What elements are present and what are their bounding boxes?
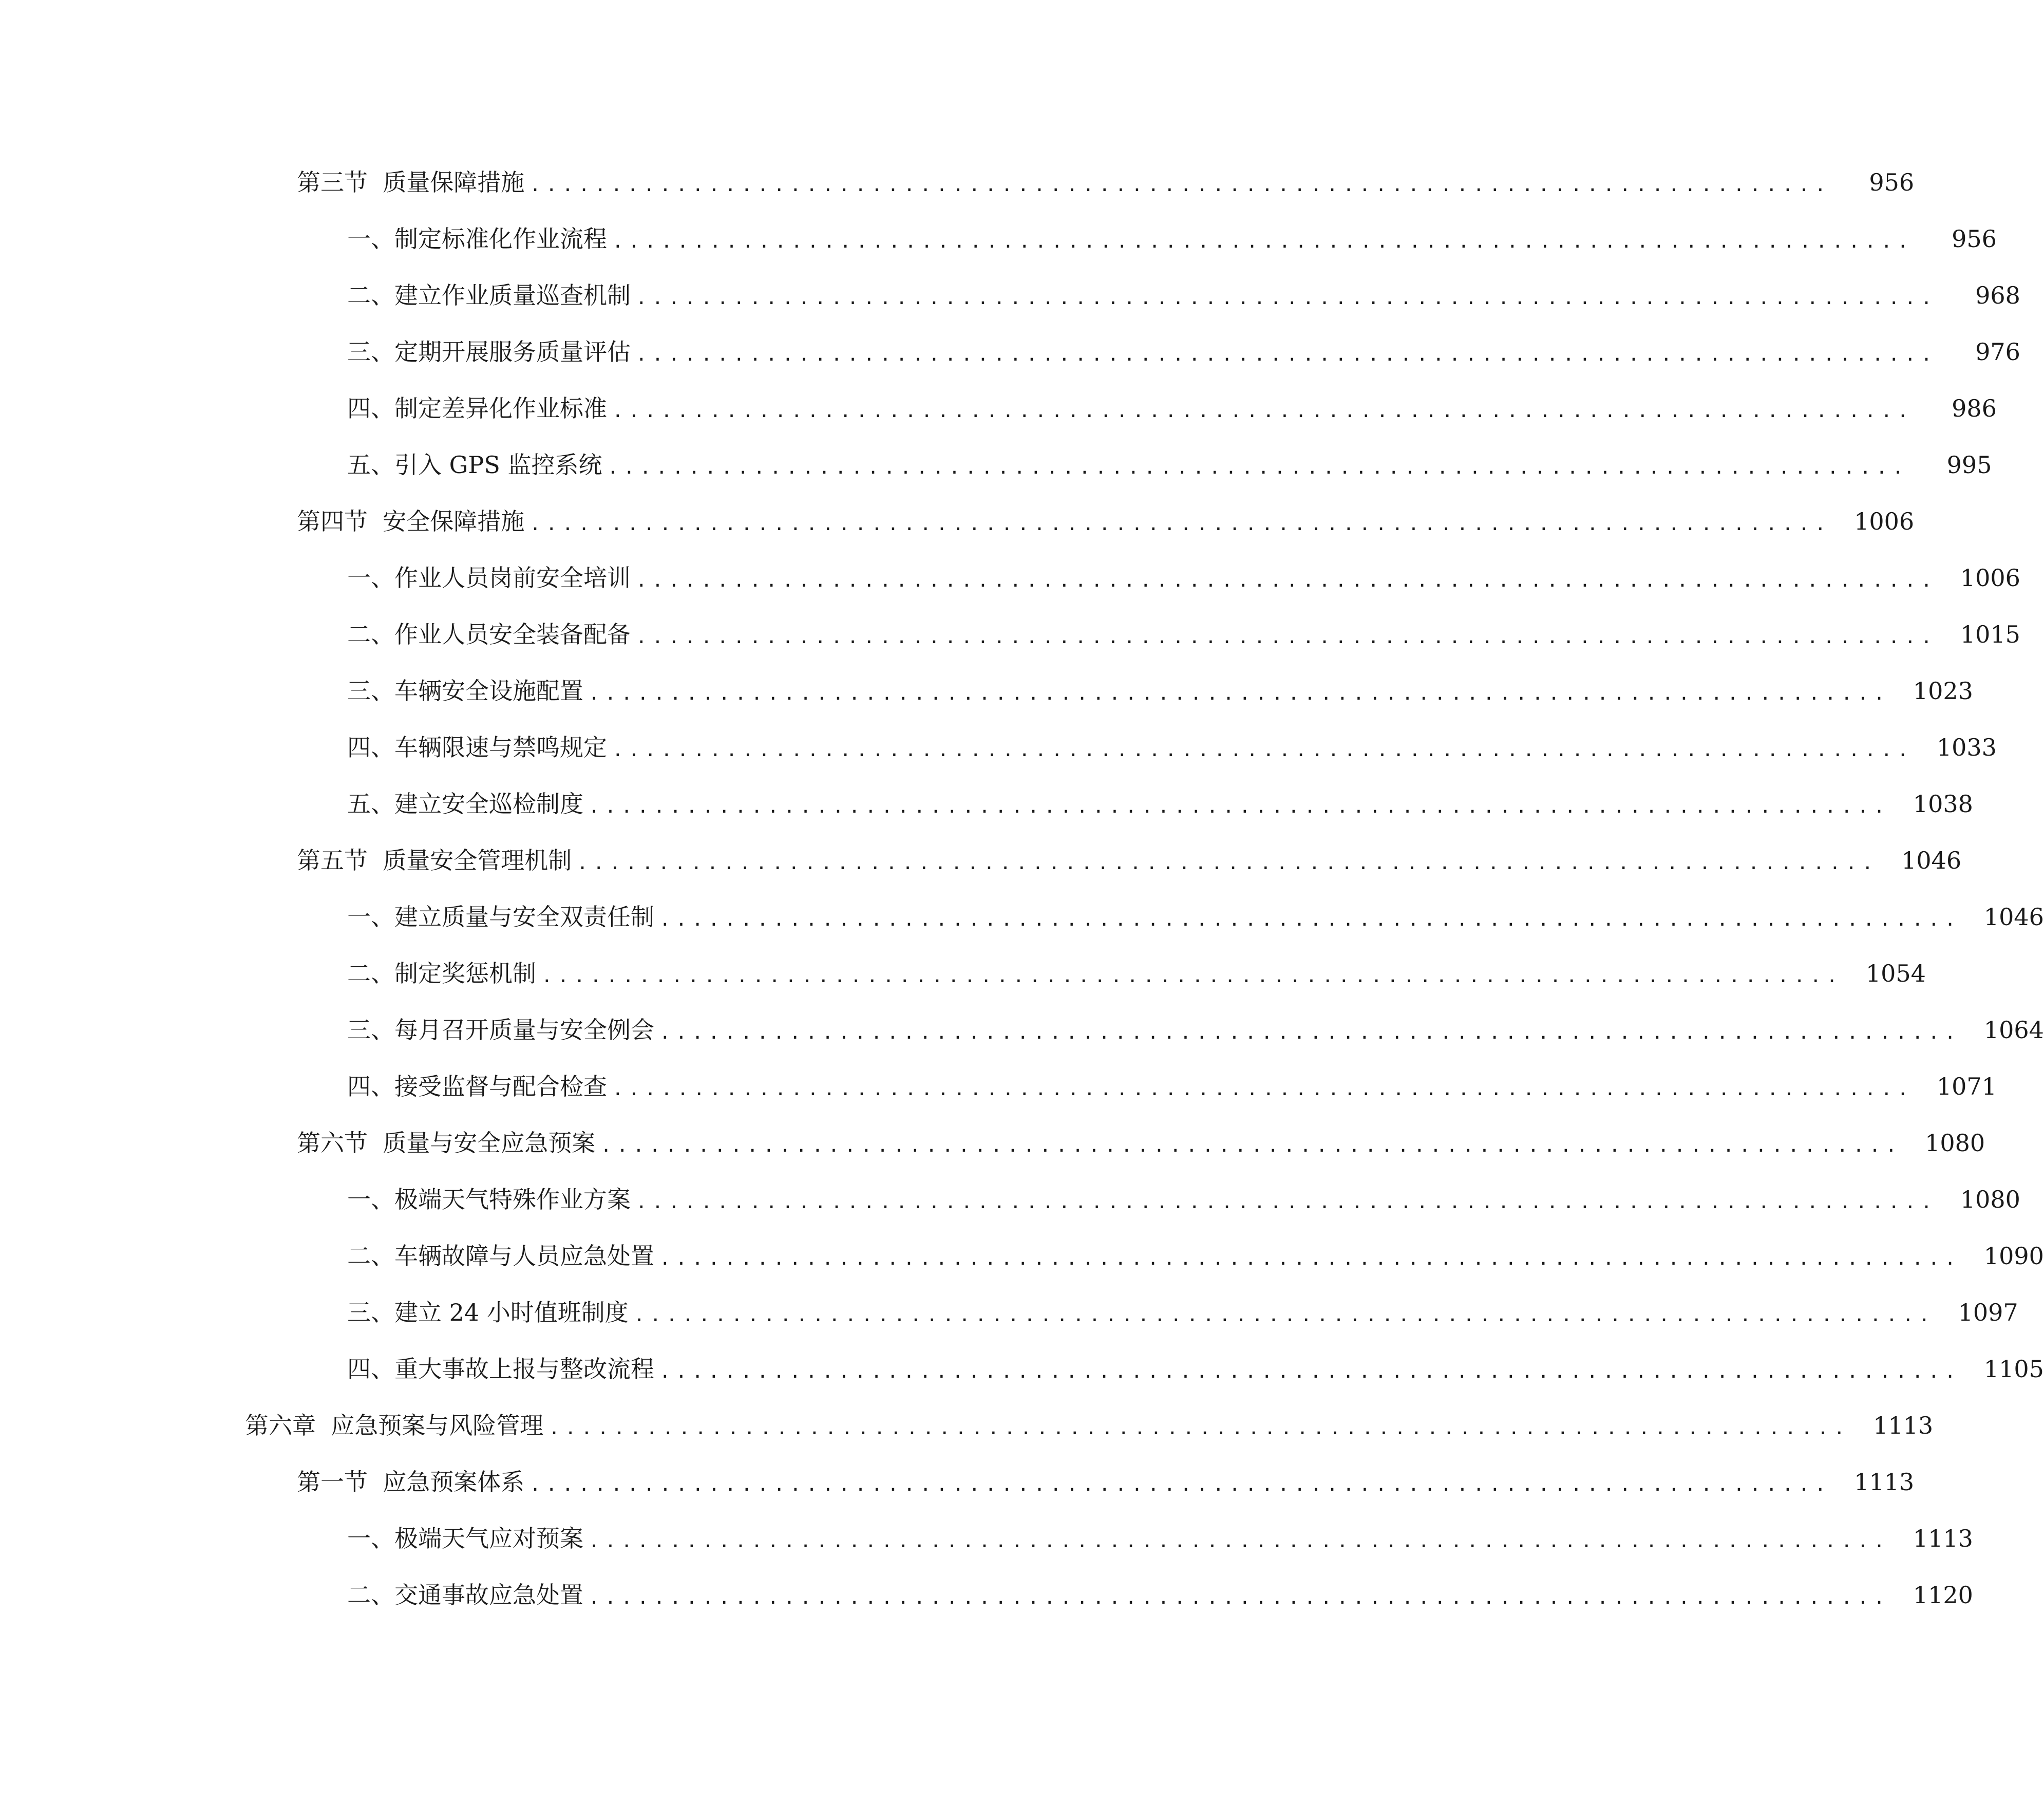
toc-entry[interactable] xyxy=(0,1510,1973,1567)
toc-entry-page: 1090 xyxy=(1983,1242,2044,1270)
toc-entry-number: 二、 xyxy=(347,1242,394,1270)
toc-entry-number: 二、 xyxy=(347,621,394,648)
toc-entry-number: 三、 xyxy=(347,1299,394,1326)
toc-entry-page: 995 xyxy=(1946,451,1992,479)
toc-entry-label: 接受监督与配合检查 xyxy=(394,1073,607,1100)
toc-entry-number: 五、 xyxy=(347,790,394,818)
toc-entry-page: 1033 xyxy=(1936,734,1997,761)
toc-dot-leader: ................................................................................ xyxy=(612,231,1914,252)
toc-entry-page: 1080 xyxy=(1960,1186,2020,1213)
toc-entry-label: 第六章 应急预案与风险管理 xyxy=(245,1412,544,1439)
toc-entry[interactable] xyxy=(0,1341,2044,1397)
toc-entry-page: 1080 xyxy=(1925,1129,1985,1157)
toc-entry[interactable] xyxy=(0,1454,1915,1510)
toc-entry[interactable] xyxy=(0,1058,1997,1115)
toc-entry-number: 二、 xyxy=(347,960,394,987)
toc-entry-label: 极端天气应对预案 xyxy=(394,1525,583,1552)
toc-entry-label: 每月召开质量与安全例会 xyxy=(394,1016,654,1044)
toc-entry-label: 重大事故上报与整改流程 xyxy=(394,1355,654,1383)
toc-entry-label: 建立安全巡检制度 xyxy=(394,790,583,818)
toc-entry[interactable] xyxy=(0,267,2020,324)
table-of-contents xyxy=(0,154,2044,1623)
toc-entry-number: 一、 xyxy=(347,564,394,592)
toc-dot-leader: ................................................................................ xyxy=(589,683,1890,704)
toc-entry[interactable] xyxy=(0,493,1915,550)
toc-dot-leader: ................................................................................ xyxy=(589,1587,1890,1608)
toc-entry[interactable] xyxy=(0,1171,2020,1228)
toc-entry-label: 作业人员岗前安全培训 xyxy=(394,564,631,592)
toc-dot-leader: ................................................................................ xyxy=(636,627,1937,648)
toc-entry-label: 制定奖惩机制 xyxy=(394,960,536,987)
toc-entry-label: 制定标准化作业流程 xyxy=(394,225,607,253)
toc-entry[interactable] xyxy=(0,945,1926,1002)
toc-entry-number: 四、 xyxy=(347,1355,394,1383)
toc-dot-leader: ................................................................................ xyxy=(659,1248,1961,1269)
toc-entry-page: 986 xyxy=(1952,395,1997,422)
toc-dot-leader: ................................................................................ xyxy=(589,796,1890,817)
toc-dot-leader: ................................................................................ xyxy=(612,740,1914,761)
toc-entry-number: 一、 xyxy=(347,1525,394,1552)
toc-entry-number: 二、 xyxy=(347,281,394,309)
toc-entry-page: 1113 xyxy=(1854,1468,1915,1496)
toc-entry-label: 建立作业质量巡查机制 xyxy=(394,281,631,309)
toc-entry-label: 引入 GPS 监控系统 xyxy=(394,451,602,479)
toc-entry-page: 956 xyxy=(1869,168,1915,196)
toc-entry[interactable] xyxy=(0,889,2044,945)
toc-entry[interactable] xyxy=(0,663,1973,719)
toc-entry-page: 1023 xyxy=(1913,677,1973,705)
toc-entry-number: 四、 xyxy=(347,1073,394,1100)
toc-entry-label: 极端天气特殊作业方案 xyxy=(394,1186,631,1213)
toc-entry[interactable] xyxy=(0,1002,2044,1058)
toc-dot-leader: ................................................................................ xyxy=(659,1022,1961,1043)
toc-dot-leader: ................................................................................ xyxy=(636,344,1937,365)
toc-entry-page: 956 xyxy=(1952,225,1997,253)
toc-entry-label: 建立质量与安全双责任制 xyxy=(394,903,654,931)
toc-dot-leader: ................................................................................ xyxy=(659,909,1961,930)
toc-entry-label: 第四节 安全保障措施 xyxy=(297,508,525,535)
toc-entry-number: 二、 xyxy=(347,1581,394,1609)
toc-dot-leader: ................................................................................ xyxy=(659,1361,1961,1382)
toc-entry-number: 一、 xyxy=(347,225,394,253)
toc-entry-page: 1064 xyxy=(1983,1016,2044,1044)
toc-entry-number: 三、 xyxy=(347,338,394,366)
toc-entry-page: 1006 xyxy=(1960,564,2020,592)
toc-dot-leader: ................................................................................ xyxy=(612,1079,1914,1100)
toc-dot-leader: ................................................................................ xyxy=(529,175,1831,196)
toc-entry-number: 一、 xyxy=(347,1186,394,1213)
toc-dot-leader: ................................................................................ xyxy=(529,1474,1831,1495)
toc-entry-page: 968 xyxy=(1975,281,2020,309)
toc-dot-leader: ................................................................................ xyxy=(600,1135,1902,1156)
toc-entry[interactable] xyxy=(0,1567,1973,1623)
toc-dot-leader: ................................................................................ xyxy=(541,966,1843,987)
toc-entry-page: 1113 xyxy=(1913,1525,1973,1552)
toc-entry[interactable] xyxy=(0,719,1997,776)
toc-entry-label: 第三节 质量保障措施 xyxy=(297,168,525,196)
toc-entry-page: 1113 xyxy=(1873,1412,1934,1439)
toc-entry-number: 三、 xyxy=(347,1016,394,1044)
toc-entry[interactable] xyxy=(0,1284,2018,1341)
toc-entry-number: 三、 xyxy=(347,677,394,705)
toc-entry-page: 1097 xyxy=(1958,1299,2018,1326)
toc-dot-leader: ................................................................................ xyxy=(636,288,1937,309)
toc-entry-number: 四、 xyxy=(347,734,394,761)
toc-entry-page: 1105 xyxy=(1983,1355,2044,1383)
toc-entry-number: 一、 xyxy=(347,903,394,931)
toc-dot-leader: ................................................................................ xyxy=(548,1418,1850,1439)
toc-entry-label: 车辆故障与人员应急处置 xyxy=(394,1242,654,1270)
toc-entry[interactable] xyxy=(0,832,1962,889)
toc-entry-label: 第五节 质量安全管理机制 xyxy=(297,847,572,874)
toc-entry-number: 五、 xyxy=(347,451,394,479)
toc-entry[interactable] xyxy=(0,154,1915,211)
toc-entry-page: 1006 xyxy=(1854,508,1915,535)
toc-entry[interactable] xyxy=(0,437,1992,493)
toc-dot-leader: ................................................................................ xyxy=(529,514,1831,535)
toc-entry-label: 交通事故应急处置 xyxy=(394,1581,583,1609)
toc-entry[interactable] xyxy=(0,606,2020,663)
toc-dot-leader: ................................................................................ xyxy=(633,1305,1935,1326)
toc-entry-page: 1046 xyxy=(1983,903,2044,931)
toc-entry[interactable] xyxy=(0,550,2020,606)
toc-entry-label: 定期开展服务质量评估 xyxy=(394,338,631,366)
toc-entry[interactable] xyxy=(0,1115,1985,1171)
toc-entry[interactable] xyxy=(0,776,1973,832)
toc-entry-number: 四、 xyxy=(347,395,394,422)
toc-entry[interactable] xyxy=(0,1228,2044,1284)
toc-entry-label: 制定差异化作业标准 xyxy=(394,395,607,422)
toc-dot-leader: ................................................................................ xyxy=(589,1531,1890,1552)
toc-entry-page: 1071 xyxy=(1936,1073,1997,1100)
toc-entry-label: 第一节 应急预案体系 xyxy=(297,1468,525,1496)
toc-entry-page: 1046 xyxy=(1901,847,1962,874)
toc-entry-page: 1015 xyxy=(1960,621,2020,648)
toc-dot-leader: ................................................................................ xyxy=(612,401,1914,422)
toc-dot-leader: ................................................................................ xyxy=(636,1192,1937,1213)
toc-entry[interactable] xyxy=(0,211,1997,267)
toc-entry-page: 1038 xyxy=(1913,790,1973,818)
toc-entry-label: 车辆安全设施配置 xyxy=(394,677,583,705)
toc-entry-page: 976 xyxy=(1975,338,2020,366)
toc-entry[interactable] xyxy=(0,380,1997,437)
toc-entry-label: 第六节 质量与安全应急预案 xyxy=(297,1129,596,1157)
toc-entry[interactable] xyxy=(0,1397,1934,1454)
toc-entry-label: 作业人员安全装备配备 xyxy=(394,621,631,648)
toc-entry-page: 1054 xyxy=(1865,960,1926,987)
toc-dot-leader: ................................................................................ xyxy=(577,853,1879,874)
toc-entry-page: 1120 xyxy=(1913,1581,1973,1609)
toc-dot-leader: ................................................................................ xyxy=(636,570,1937,591)
toc-entry[interactable] xyxy=(0,324,2020,380)
toc-entry-label: 车辆限速与禁鸣规定 xyxy=(394,734,607,761)
toc-dot-leader: ................................................................................ xyxy=(607,457,1909,478)
toc-entry-label: 建立 24 小时值班制度 xyxy=(394,1299,629,1326)
